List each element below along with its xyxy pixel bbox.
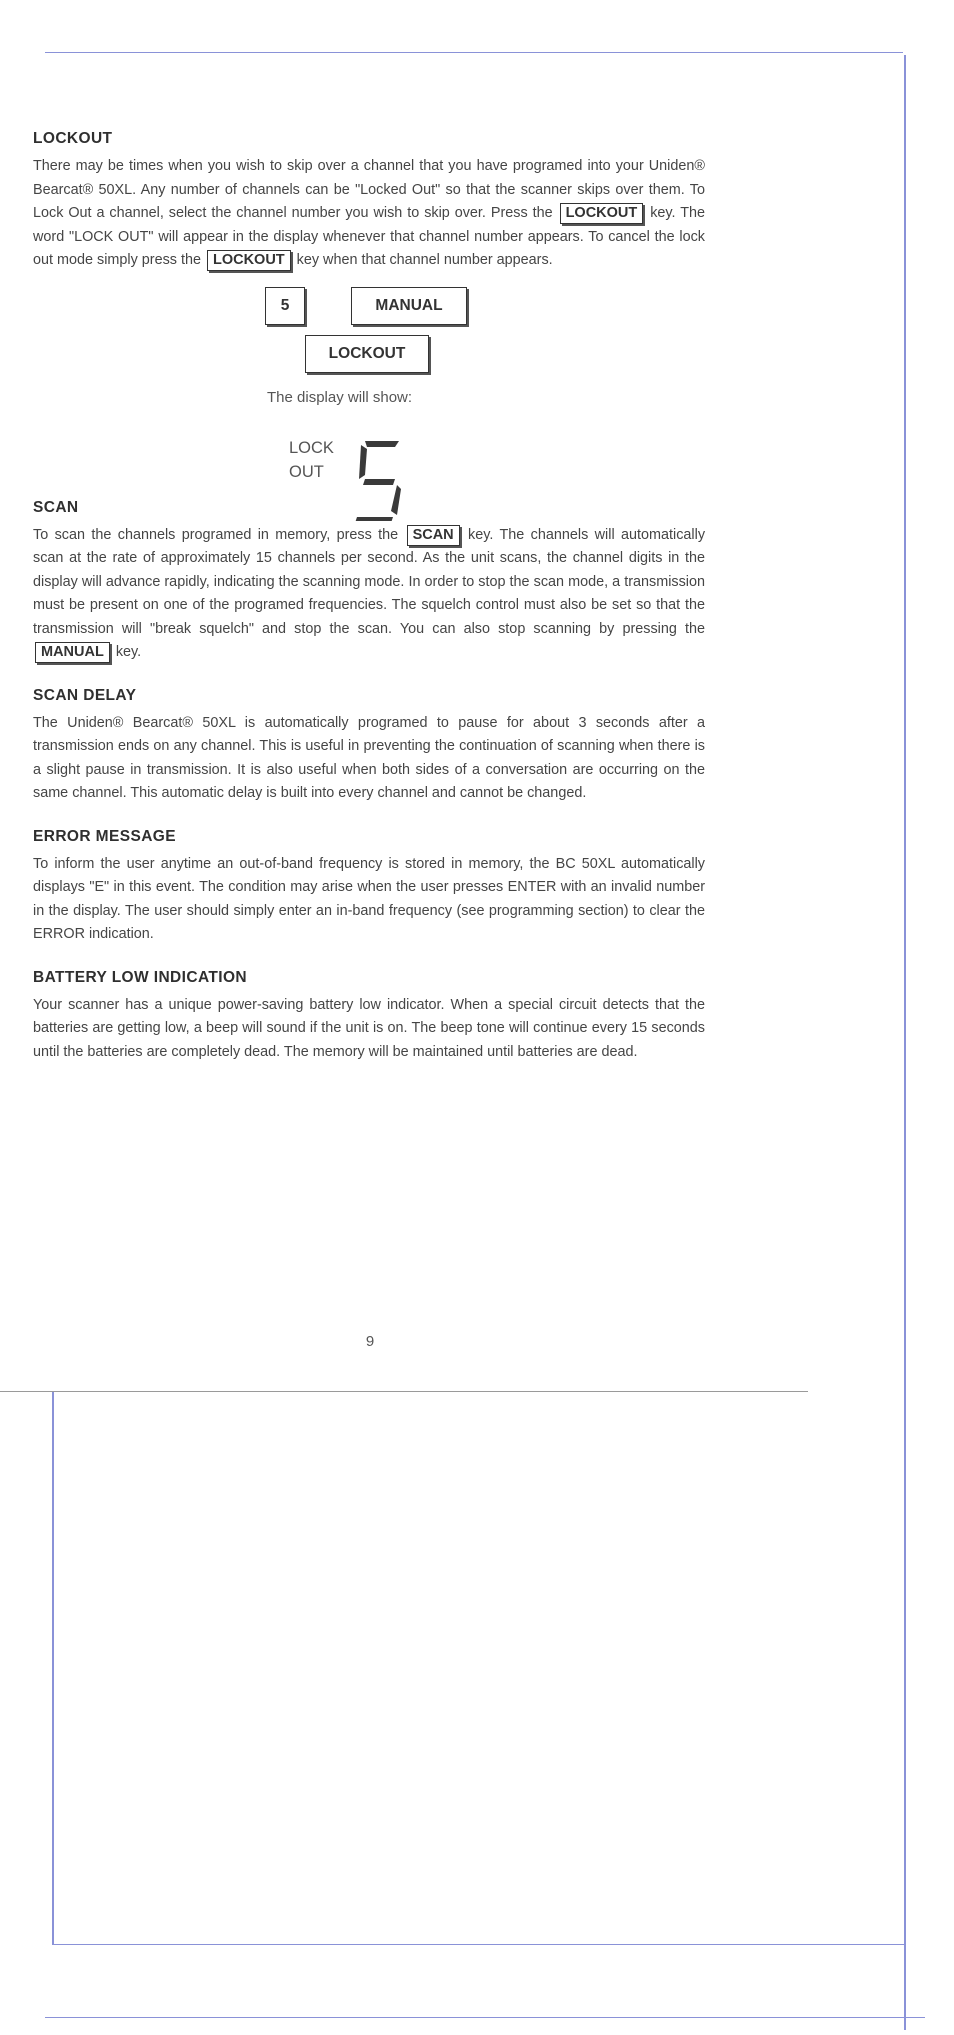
lockout-text-2: key. The word "LOCK OUT" will appear in the display whenever that channel number appears. To cancel the lock out mode simply press the (33, 205, 706, 268)
lower-pen-line (45, 2017, 925, 2018)
manual-page (33, 130, 705, 1064)
battery-low-paragraph: Your scanner has a unique power-saving battery low indicator. When a special circuit detects that the batteries are getting low, a beep will sound if the unit is on. The beep tone will continue every 15 seconds until the batteries are completely dead. The memory will be maintained until batteries are dead. (33, 996, 705, 1060)
right-pen-line (904, 55, 906, 2030)
lockout-heading: LOCKOUT (33, 130, 113, 147)
error-message-heading: ERROR MESSAGE (33, 827, 176, 845)
scan-delay-heading: SCAN DELAY (33, 686, 137, 704)
battery-low-heading: BATTERY LOW INDICATION (33, 968, 248, 986)
scan-text-3: key. (115, 644, 142, 660)
manual-key: MANUAL (35, 642, 110, 663)
scan-delay-paragraph: The Uniden® Bearcat® 50XL is automatically programed to pause for about 3 seconds after a transmission ends on any channel. This is useful in preventing the continuation of scanning when there is a slight pause in transmission. It is also useful when both sides of a conversation are occurring on the same channel. This automatic delay is built into every channel and cannot be changed. (33, 714, 705, 801)
scan-key: SCAN (407, 525, 460, 546)
lock-label: LOCK (289, 438, 334, 457)
page-edge-line (0, 1391, 808, 1392)
scan-delay-section (33, 687, 705, 806)
scan-text-1: To scan the channels programed in memory, press the (33, 526, 399, 543)
lockout-text-3: key when that channel number appears. (296, 252, 553, 268)
lockout-section (33, 130, 705, 273)
error-message-section (33, 828, 705, 947)
key-manual: MANUAL (351, 287, 467, 325)
key-sequence-diagram (33, 287, 705, 617)
bottom-pen-line (52, 1944, 904, 1945)
out-label: OUT (289, 462, 324, 481)
display-caption: The display will show: (267, 388, 413, 406)
top-pen-line (45, 52, 903, 53)
lockout-paragraph (33, 155, 705, 273)
key-5: 5 (265, 287, 305, 325)
key-lockout: LOCKOUT (305, 335, 429, 373)
lockout-text-1: There may be times when you wish to skip over a channel that you have programed into your Uniden® Bearcat® 50XL. Any number of channels can be "Locked Out" so that the scanner skips over them. To Lock Out a channel, select the channel number you wish to skip over. Press the (33, 158, 705, 221)
page-number: 9 (365, 1333, 375, 1350)
lockout-key-cancel: LOCKOUT (207, 250, 291, 271)
seven-segment-digit-5 (353, 437, 413, 521)
lockout-key: LOCKOUT (560, 203, 644, 224)
scan-text-2: key. The channels will automatically scan at the rate of approximately 15 channels per second. As the unit scans, the channel digits in the display will advance rapidly, indicating the scanning mode. In order to stop the scan mode, a transmission must be present on one of the programed frequencies. The squelch control must also be set so that the transmission will "break squelch" and stop the scan. You can also stop scanning by pressing the (33, 526, 706, 637)
left-pen-line (52, 1392, 54, 1945)
error-message-paragraph: To inform the user anytime an out-of-band frequency is stored in memory, the BC 50XL automatically displays "E" in this event. The condition may arise when the user presses ENTER with an invalid number in the display. The user should simply enter an in-band frequency (see programming section) to clear the ERROR indication. (33, 855, 705, 942)
battery-low-section (33, 969, 705, 1065)
scan-heading: SCAN (33, 498, 79, 516)
